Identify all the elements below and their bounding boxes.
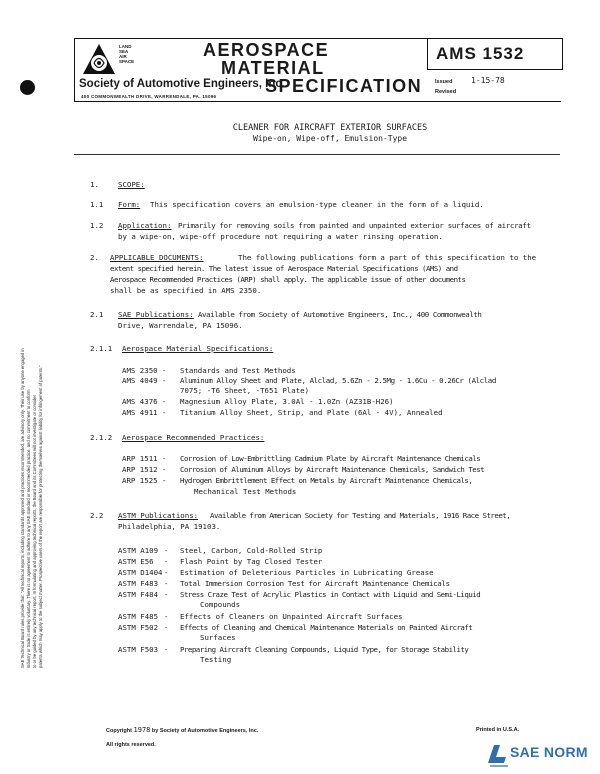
- list-item-code: ASTM F502: [118, 623, 159, 632]
- list-item-desc: Effects of Cleaning and Chemical Maintenance Materials on Painted Aircraft: [180, 623, 473, 632]
- list-item-code: ASTM F503: [118, 645, 159, 654]
- list-item-code: ASTM A109: [118, 546, 159, 555]
- list-item-desc: Effects of Cleaners on Unpainted Aircraft Surfaces: [180, 612, 403, 621]
- list-item-code: ARP 1511 -: [122, 454, 167, 463]
- section-2-1-2-title: Aerospace Recommended Practices:: [122, 433, 265, 442]
- society-address: 400 COMMONWEALTH DRIVE, WARRENDALE, PA. 15096: [81, 94, 217, 99]
- list-item-code: AMS 2350 -: [122, 366, 167, 375]
- list-item-desc: Corrosion of Aluminum Alloys by Aircraft Maintenance Chemicals, Sandwich Test: [180, 465, 485, 474]
- title-divider: [74, 154, 560, 155]
- section-1-1-num: 1.1: [90, 200, 104, 209]
- section-2-1-line2: Drive, Warrendale, PA 15096.: [118, 321, 243, 330]
- section-1-2-title: Application:: [118, 221, 172, 230]
- list-item-code: AMS 4911 -: [122, 408, 167, 417]
- society-name: Society of Automotive Engineers, Inc.: [79, 78, 285, 90]
- sae-logo: [81, 43, 117, 75]
- title-specification: SPECIFICATION: [265, 76, 423, 96]
- section-2-1-1-num: 2.1.1: [90, 344, 113, 353]
- doc-title: CLEANER FOR AIRCRAFT EXTERIOR SURFACES: [232, 123, 428, 133]
- section-2-line4: shall be as specified in AMS 2350.: [110, 286, 262, 295]
- sidebar-disclaimer-line3: to or be guided by any technical report. In formulating and approving technical reports, the Board and its Committees will not investigate or consider: [32, 394, 37, 668]
- section-2-2-num: 2.2: [90, 511, 104, 520]
- list-item-desc: Steel, Carbon, Cold-Rolled Strip: [180, 546, 323, 555]
- binder-hole: [20, 80, 35, 95]
- list-item-code: ARP 1525 -: [122, 476, 167, 485]
- sidebar-disclaimer-line4: patents which may apply to the subject matter. Prospective users of the report are responsible for protecting themselves against liability for infringement of patents.": [38, 365, 43, 668]
- rights-reserved: All rights reserved.: [106, 742, 156, 748]
- sae-norm-text: SAE NORM: [510, 744, 588, 760]
- section-2-line1: The following publications form a part of this specification to the: [238, 253, 537, 262]
- section-1-num: 1.: [90, 180, 99, 189]
- logo-tagline: [119, 44, 149, 64]
- revised-label: Revised: [435, 89, 457, 95]
- sae-norm-logo-icon: [486, 741, 510, 769]
- list-item-code: ASTM F485: [118, 612, 159, 621]
- sidebar-disclaimer: [16, 150, 52, 670]
- title-material: MATERIAL: [221, 58, 325, 78]
- section-2-2-line2: Philadelphia, PA 19103.: [118, 522, 221, 531]
- list-item-desc-cont: Testing: [200, 655, 232, 664]
- doc-number-box: [427, 38, 563, 70]
- list-item-desc-cont: Surfaces: [200, 633, 236, 642]
- logo-tag-air: AIR: [119, 54, 127, 59]
- section-2-1-num: 2.1: [90, 310, 104, 319]
- section-1-title: SCOPE:: [118, 180, 145, 189]
- section-2-num: 2.: [90, 253, 99, 262]
- logo-tag-sea: SEA: [119, 49, 129, 54]
- list-item-code: AMS 4049 -: [122, 376, 167, 385]
- section-2-line3: Aerospace Recommended Practices (ARP) shall apply. The applicable issue of other documents: [110, 275, 466, 284]
- section-1-1-text: This specification covers an emulsion-type cleaner in the form of a liquid.: [150, 200, 484, 209]
- logo-tag-space: SPACE: [119, 59, 135, 64]
- printed-in: Printed in U.S.A.: [476, 727, 520, 733]
- doc-subtitle: Wipe-on, Wipe-off, Emulsion-Type: [252, 134, 408, 143]
- spec-header: [74, 38, 561, 102]
- section-2-1-title: SAE Publications:: [118, 310, 194, 319]
- list-item-desc: Flash Point by Tag Closed Tester: [180, 557, 323, 566]
- list-item-code: AMS 4376 -: [122, 397, 167, 406]
- doc-number: AMS 1532: [436, 43, 525, 63]
- list-item-desc: Stress Craze Test of Acrylic Plastics in Contact with Liquid and Semi-Liquid: [180, 590, 481, 599]
- section-1-1-title: Form:: [118, 200, 141, 209]
- list-item-desc: Standards and Test Methods: [180, 366, 296, 375]
- list-item-desc: Titanium Alloy Sheet, Strip, and Plate (6Al - 4V), Annealed: [180, 408, 443, 417]
- list-item-desc: Hydrogen Embrittlement Effect on Metals by Aircraft Maintenance Chemicals,: [180, 476, 473, 485]
- list-item-desc-cont: 7075; -T6 Sheet, -T651 Plate): [180, 386, 310, 395]
- section-2-2-line1: Available from American Society for Testing and Materials, 1916 Race Street,: [210, 511, 511, 520]
- copyright-year: 1978: [133, 726, 151, 734]
- sidebar-disclaimer-line2: industry or trade is entirely voluntary. There is no agreement to adhere to any SAE standard or recommended practice, and no commitment to conform: [26, 389, 31, 668]
- list-item-desc: Estimation of Deleterious Particles in Lubricating Grease: [180, 568, 434, 577]
- sae-norm-watermark: [486, 741, 598, 771]
- section-2-1-2-num: 2.1.2: [90, 433, 113, 442]
- list-item-desc: Preparing Aircraft Cleaning Compounds, Liquid Type, for Storage Stability: [180, 645, 469, 654]
- section-1-2-num: 1.2: [90, 221, 104, 230]
- section-1-2-line2: by a wipe-on, wipe-off procedure not requiring a water rinsing operation.: [118, 232, 443, 241]
- list-item-code: ASTM F484: [118, 590, 159, 599]
- copyright-holder: by Society of Automotive Engineers, Inc.: [151, 728, 259, 734]
- title-aerospace: AEROSPACE: [203, 40, 330, 60]
- copyright-line: [106, 727, 258, 735]
- list-item-code: ASTM D1404: [118, 568, 163, 577]
- logo-tag-land: LAND: [119, 44, 132, 49]
- section-2-2-title: ASTM Publications:: [118, 511, 199, 520]
- list-item-code: ASTM E56: [118, 557, 154, 566]
- list-item-code: ARP 1512 -: [122, 465, 167, 474]
- list-item-code: ASTM F483: [118, 579, 159, 588]
- list-item-desc-cont: Compounds: [200, 600, 241, 609]
- issued-label: Issued: [435, 79, 453, 85]
- list-item-desc: Aluminum Alloy Sheet and Plate, Alclad, 5.6Zn - 2.5Mg - 1.6Cu - 0.26Cr (Alclad: [180, 376, 496, 385]
- section-2-1-line1: Available from Society of Automotive Engineers, Inc., 400 Commonwealth: [198, 310, 482, 319]
- list-item-desc-cont: Mechanical Test Methods: [194, 487, 297, 496]
- section-2-line2: extent specified herein. The latest issue of Aerospace Material Specifications (AMS) and: [110, 264, 458, 273]
- issued-date: 1-15-78: [471, 76, 505, 85]
- list-item-desc: Corrosion of Low-Embrittling Cadmium Plate by Aircraft Maintenance Chemicals: [180, 454, 481, 463]
- section-2-title: APPLICABLE DOCUMENTS:: [110, 253, 204, 262]
- list-item-desc: Magnesium Alloy Plate, 3.0Al - 1.0Zn (AZ31B-H26): [180, 397, 394, 406]
- section-2-1-1-title: Aerospace Material Specifications:: [122, 344, 274, 353]
- section-1-2-line1: Primarily for removing soils from painted and unpainted exterior surfaces of aircraft: [178, 221, 531, 230]
- copyright-label: Copyright: [106, 728, 132, 734]
- sidebar-disclaimer-line1: SAE Technical Board rules provide that: "All technical reports, including standards approved and practices recommended, are advisory only. Their use by anyone engaged in: [20, 348, 25, 668]
- list-item-desc: Total Immersion Corrosion Test for Aircraft Maintenance Chemicals: [180, 579, 450, 588]
